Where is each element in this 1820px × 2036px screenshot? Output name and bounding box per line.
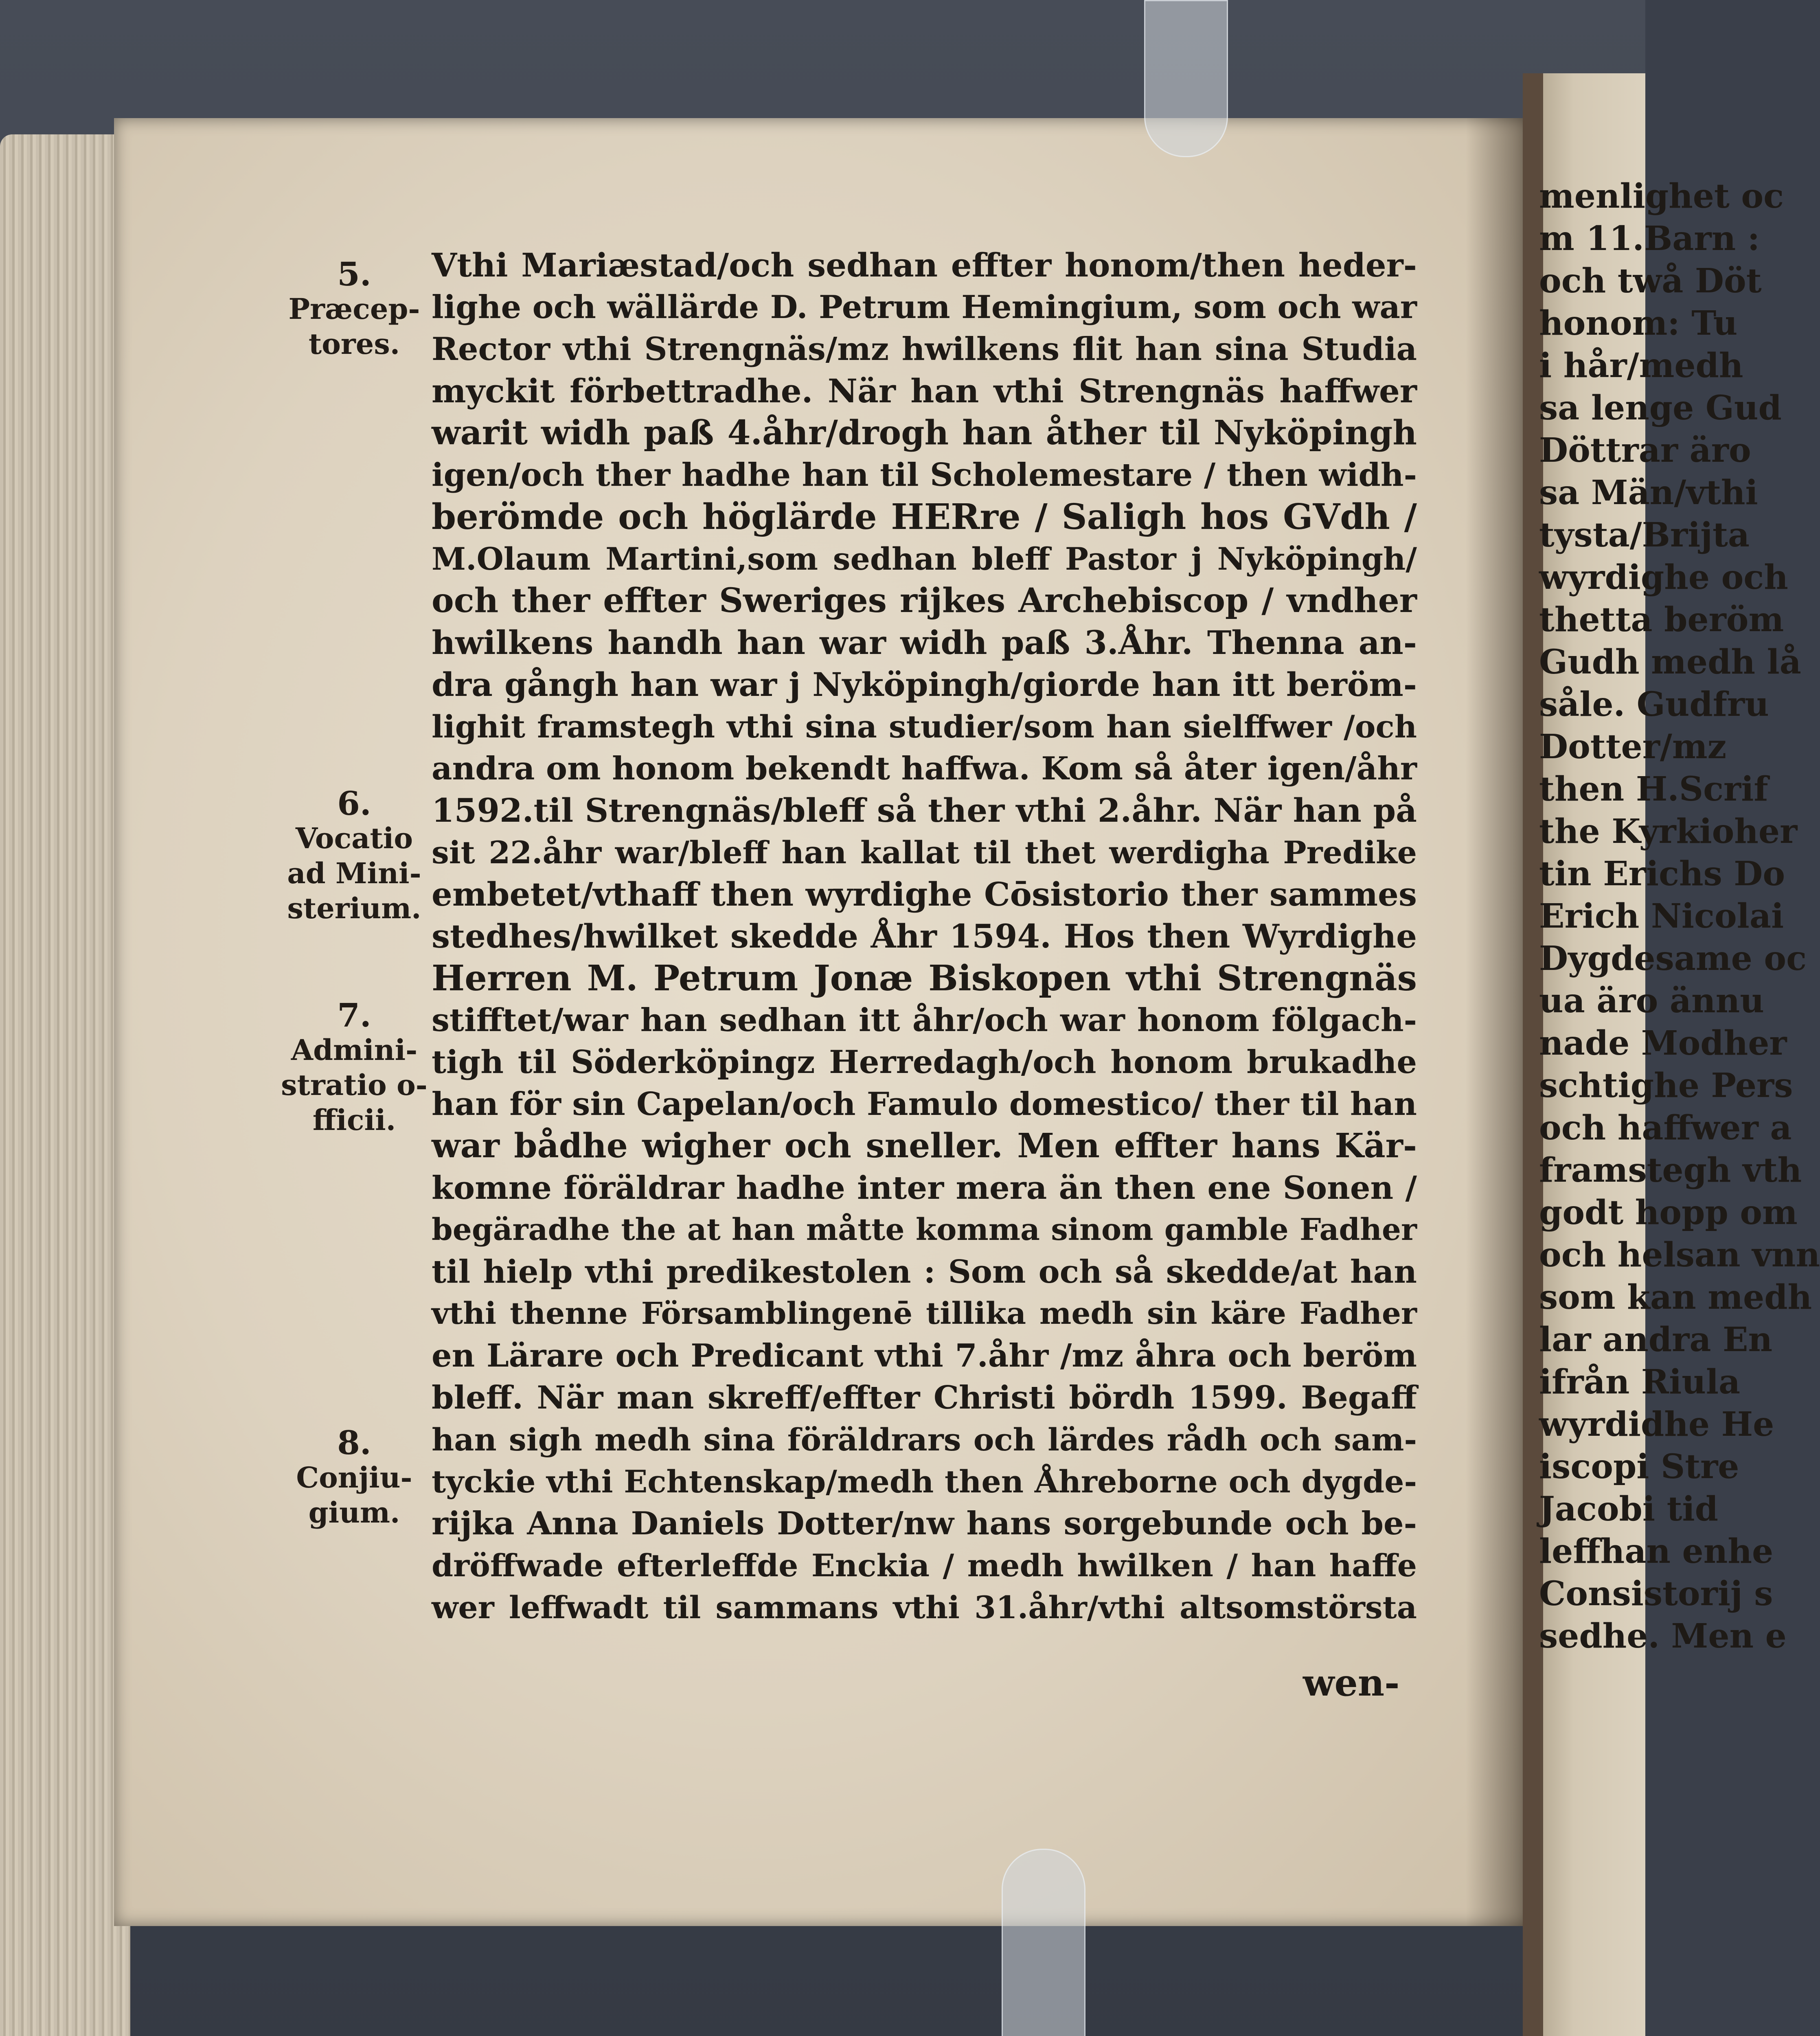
text-line: Vthi Mariæstad/och sedhan effter honom/then heder- <box>432 246 1417 284</box>
facing-line: nade Modher <box>1539 1024 1787 1063</box>
margin-line: Admini- <box>291 1033 418 1067</box>
text-line: hwilkens handh han war widh paß 3.Åhr. Thenna an- <box>432 623 1417 662</box>
book-clip-top <box>1144 0 1228 157</box>
facing-line: framstegh vth <box>1539 1151 1802 1190</box>
margin-line: Præcep- <box>288 292 420 326</box>
margin-line: stratio o- <box>281 1068 428 1102</box>
margin-line: Conjiu- <box>296 1461 412 1494</box>
margin-line: ad Mini- <box>287 856 421 890</box>
book-clip-bottom <box>1002 1849 1085 2036</box>
margin-line: gium. <box>308 1496 400 1529</box>
margin-line: tores. <box>308 327 400 361</box>
page-stack-edge <box>0 134 130 2036</box>
text-line: begäradhe the at han måtte komma sinom gamble Fadher <box>432 1212 1417 1247</box>
facing-line: Dygdesame oc <box>1539 939 1807 978</box>
text-line: Rector vthi Strengnäs/mz hwilkens flit han sina Studia <box>432 331 1417 368</box>
text-line: han sigh medh sina föräldrars och lärdes rådh och sam- <box>432 1422 1417 1458</box>
facing-line: Döttrar äro <box>1539 431 1751 470</box>
text-line: sit 22.åhr war/bleff han kallat til thet werdigha Predike <box>432 834 1417 871</box>
facing-line: sa lenge Gud <box>1539 388 1782 428</box>
facing-line: lar andra En <box>1539 1320 1773 1359</box>
facing-page-text <box>1539 175 1820 1657</box>
catchword: wen- <box>1303 1661 1400 1705</box>
margin-number: 7. <box>337 996 371 1034</box>
text-line: warit widh paß 4.åhr/drogh han åther til Nyköpingh <box>432 413 1417 452</box>
text-line: dröffwade efterleffde Enckia / medh hwilken / han haffe <box>432 1547 1417 1584</box>
text-line: rijka Anna Daniels Dotter/nw hans sorgebunde och be- <box>432 1505 1417 1542</box>
facing-line: iscopi Stre <box>1539 1447 1739 1486</box>
margin-note-vocatio <box>281 786 428 926</box>
facing-line: wyrdidhe He <box>1539 1405 1774 1444</box>
text-line: han för sin Capelan/och Famulo domestico/ ther til han <box>432 1086 1417 1123</box>
facing-line: tysta/Brijta <box>1539 516 1750 555</box>
margin-line: fficii. <box>312 1103 396 1137</box>
text-line: andra om honom bekendt haffwa. Kom så åter igen/åhr <box>432 750 1417 787</box>
facing-line: såle. Gudfru <box>1539 685 1769 724</box>
text-line: M.Olaum Martini,som sedhan bleff Pastor j Nyköpingh/ <box>432 541 1417 577</box>
text-line: tigh til Söderköpingz Herredagh/och honom brukadhe <box>432 1044 1417 1081</box>
margin-note-praeceptores <box>281 257 428 362</box>
margin-note-administratio <box>281 998 428 1138</box>
text-line: stedhes/hwilket skedde Åhr 1594. Hos then Wyrdighe <box>432 917 1417 955</box>
text-line: embetet/vthaff then wyrdighe Cōsistorio ther sammes <box>432 875 1417 913</box>
margin-number: 5. <box>337 255 371 293</box>
text-line: dra gångh han war j Nyköpingh/giorde han itt beröm- <box>432 665 1417 704</box>
facing-line: thetta beröm <box>1539 600 1784 639</box>
facing-line: Jacobi tid <box>1539 1490 1718 1529</box>
text-line: war bådhe wigher och sneller. Men effter hans Kär- <box>432 1126 1417 1165</box>
text-line: wer leffwadt til sammans vthi 31.åhr/vthi altsomstörsta <box>432 1589 1417 1626</box>
facing-line: Consistorij s <box>1539 1574 1773 1613</box>
text-line: igen/och ther hadhe han til Scholemestare / then widh- <box>432 456 1417 494</box>
facing-line: Gudh medh lå <box>1539 643 1801 682</box>
text-line: berömde och höglärde HERre / Saligh hos GVdh / <box>432 496 1417 538</box>
text-line: myckit förbettradhe. När han vthi Strengnäs haffwer <box>432 372 1417 410</box>
margin-line: sterium. <box>287 891 421 925</box>
facing-line: honom: Tu <box>1539 304 1738 343</box>
gutter-shadow <box>1466 118 1531 1926</box>
facing-line: ifrån Riula <box>1539 1362 1741 1402</box>
text-line: lighit framstegh vthi sina studier/som han sielffwer /och <box>432 709 1417 745</box>
facing-line: sedhe. Men e <box>1539 1617 1787 1656</box>
text-line: til hielp vthi predikestolen : Som och så skedde/at han <box>432 1253 1417 1290</box>
text-line: bleff. När man skreff/effter Christi bördh 1599. Begaff <box>432 1379 1417 1416</box>
facing-line: ua äro ännu <box>1539 981 1764 1020</box>
margin-number: 6. <box>337 784 371 823</box>
facing-line: som kan medh <box>1539 1278 1812 1317</box>
facing-line: the Kyrkioher <box>1539 812 1798 851</box>
text-line: lighe och wällärde D. Petrum Hemingium, som och war <box>432 289 1417 326</box>
facing-line: schtighe Pers <box>1539 1066 1793 1105</box>
main-text-block <box>432 244 1417 1628</box>
facing-line: Dotter/mz <box>1539 727 1727 766</box>
facing-line: tin Erichs Do <box>1539 854 1785 893</box>
facing-line: m 11.Barn : <box>1539 219 1760 258</box>
facing-line: godt hopp om <box>1539 1193 1798 1232</box>
facing-line: leffhan enhe <box>1539 1532 1774 1571</box>
facing-line: och helsan vnn <box>1539 1235 1820 1275</box>
text-line: vthi thenne Församblingenē tillika medh sin käre Fadher <box>432 1296 1417 1331</box>
facing-line: wyrdighe och <box>1539 558 1788 597</box>
facing-page <box>1539 73 1820 2036</box>
facing-line: och haffwer a <box>1539 1108 1792 1147</box>
text-line: tyckie vthi Echtenskap/medh then Åhreborne och dygde- <box>432 1463 1417 1500</box>
facing-line: then H.Scrif <box>1539 770 1768 809</box>
text-line: komne föräldrar hadhe inter mera än then ene Sonen / <box>432 1169 1417 1207</box>
text-line: och ther effter Sweriges rijkes Archebiscop / vndher <box>432 581 1417 620</box>
facing-line: menlighet oc <box>1539 177 1784 216</box>
text-line: en Lärare och Predicant vthi 7.åhr /mz åhra och beröm <box>432 1337 1417 1374</box>
margin-note-conjugium <box>281 1425 428 1530</box>
facing-line: sa Män/vthi <box>1539 473 1758 512</box>
margin-number: 8. <box>337 1424 371 1462</box>
text-line: Herren M. Petrum Jonæ Biskopen vthi Strengnäs <box>432 958 1417 999</box>
text-line: 1592.til Strengnäs/bleff så ther vthi 2.åhr. När han på <box>432 791 1417 829</box>
text-line: stifftet/war han sedhan itt åhr/och war honom fölgach- <box>432 1002 1417 1039</box>
margin-line: Vocatio <box>295 821 413 855</box>
facing-line: i hår/medh <box>1539 346 1743 385</box>
facing-line: och twå Döt <box>1539 261 1762 301</box>
facing-line: Erich Nicolai <box>1539 897 1784 936</box>
